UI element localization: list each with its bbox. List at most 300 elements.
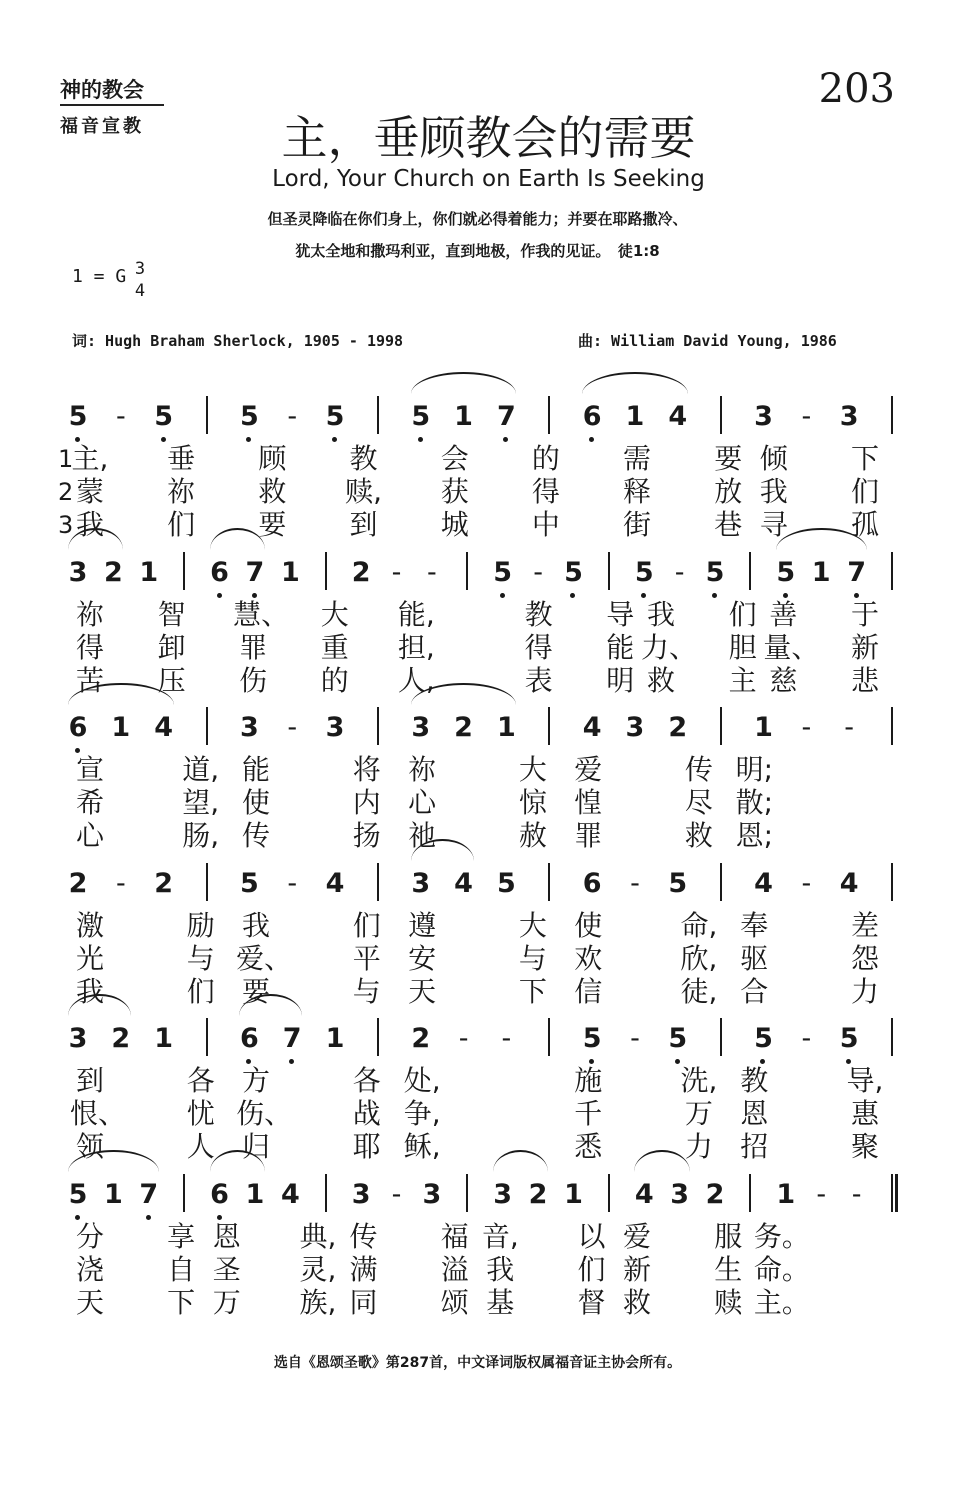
note: 5 [766,558,806,588]
lyric-syllable: 要 [714,442,743,475]
lyric-syllable: 方 [242,1064,271,1097]
note: 1 [625,401,645,432]
sustain-dash: - [630,1023,640,1054]
lyric-syllable: 到 [75,1064,104,1097]
lyric-syllable: 担, [397,631,435,664]
note: 1 [111,712,131,743]
note: 3 [754,401,773,432]
note: 4 [754,868,773,899]
lyric-syllable: 内 [352,786,381,819]
lyric-syllable: 救 [647,664,676,697]
note: 5 [829,1024,869,1054]
lyric-syllable: 祢 [408,753,437,786]
lyric-syllable: 爱 [574,753,603,786]
note: 3 [239,712,259,743]
lyric-syllable: 恩; [735,819,773,852]
lyric-syllable: 得 [531,475,560,508]
sustain-dash: - [287,712,298,743]
lyric-syllable: 我 [759,475,788,508]
lyric-syllable: 们 [352,909,381,942]
note: 5 [315,402,355,432]
lyric-syllable: 得 [524,631,553,664]
lyric-syllable: 徒, [680,975,718,1008]
note: 5 [497,868,516,899]
lyric-syllable: 力 [850,975,879,1008]
hymn-title: 主，垂顾教会的需要 [281,111,696,165]
sustain-dash: - [287,401,298,432]
barline [720,1018,722,1056]
note: 3 [625,712,645,743]
lyric-syllable: 力 [684,1130,713,1163]
note: 5 [658,1024,698,1054]
lyric-syllable: 奉 [740,909,769,942]
lyric-syllable: 命。 [753,1253,810,1286]
lyric-syllable: 使 [574,909,603,942]
lyric-syllable: 垂 [167,442,196,475]
lyric-line [0,909,955,943]
lyric-syllable: 能 [606,631,635,664]
note: 5 [553,558,593,588]
lyric-syllable: 们 [850,475,879,508]
barline [720,707,722,745]
sustain-dash: - [844,712,855,743]
lyric-syllable: 城 [440,508,469,541]
lyric-syllable: 族, [299,1286,337,1319]
note: 2 [103,557,123,588]
note: 5 [572,1024,612,1054]
lyric-syllable: 主。 [753,1286,810,1319]
lyric-syllable: 基 [486,1286,515,1319]
lyric-syllable: 善 [769,598,798,631]
note: 5 [239,868,259,899]
note: 5 [668,868,688,899]
sustain-dash: - [801,712,812,743]
note: 3 [670,1179,690,1210]
note: 6 [229,1024,269,1054]
lyric-syllable: 教 [740,1064,769,1097]
note: 1 [776,1179,796,1210]
note: 3 [351,1179,371,1210]
lyric-syllable: 要 [258,508,287,541]
lyric-syllable: 处, [403,1064,441,1097]
note: 1 [754,712,773,743]
barline [608,1174,610,1212]
lyric-syllable: 信 [574,975,603,1008]
lyric-syllable: 合 [740,975,769,1008]
note: 3 [839,401,859,432]
note: 5 [695,558,735,588]
lyric-syllable: 服 [714,1220,743,1253]
lyric-syllable: 祂 [408,819,437,852]
lyric-syllable: 力、 [641,631,698,664]
note: 2 [454,712,473,743]
sustain-dash: - [115,868,126,899]
lyric-syllable: 与 [186,942,215,975]
lyric-syllable: 导 [606,598,635,631]
lyric-syllable: 千 [574,1097,603,1130]
sustain-dash: - [427,557,437,588]
lyric-syllable: 的 [320,664,349,697]
lyric-syllable: 能, [397,598,435,631]
lyric-syllable: 心 [408,786,437,819]
note: 4 [668,401,688,432]
lyric-syllable: 各 [352,1064,381,1097]
note: 7 [272,1024,312,1054]
barline [891,863,893,901]
lyric-syllable: 归 [242,1130,271,1163]
lyric-syllable: 典, [299,1220,337,1253]
lyric-syllable: 灵, [299,1253,337,1286]
barline [183,552,185,590]
note: 1 [497,712,516,743]
lyric-syllable: 传 [684,753,713,786]
note: 1 [245,1179,265,1210]
lyric-syllable: 罪 [574,819,603,852]
lyric-syllable: 祢 [75,598,104,631]
verse-number: 3 [58,511,74,539]
barline [749,1174,751,1212]
lyric-syllable: 招 [740,1130,769,1163]
lyric-syllable: 巷 [714,508,743,541]
lyric-syllable: 大 [320,598,349,631]
note: 1 [325,1023,345,1054]
lyric-syllable: 务。 [753,1220,810,1253]
sustain-dash: - [287,868,298,899]
barline [377,863,379,901]
lyric-syllable: 我 [75,508,104,541]
lyric-syllable: 救 [684,819,713,852]
lyric-syllable: 下 [518,975,547,1008]
lyric-syllable: 光 [75,942,104,975]
lyric-syllable: 驱 [740,942,769,975]
barline [377,1018,379,1056]
note: 3 [422,1179,442,1210]
lyric-syllable: 街 [623,508,652,541]
lyric-syllable: 满 [349,1253,378,1286]
note: 3 [411,712,431,743]
lyric-line [0,753,955,787]
lyric-syllable: 赎 [714,1286,743,1319]
barline [548,396,550,434]
slur [582,372,688,394]
note: 2 [528,1179,548,1210]
note: 5 [58,1180,98,1210]
lyric-syllable: 传 [242,819,271,852]
barline [891,1018,893,1056]
lyric-line [0,598,955,632]
lyric-syllable: 散; [735,786,773,819]
lyric-syllable: 倾 [759,442,788,475]
note: 4 [454,868,473,899]
lyric-syllable: 慈 [769,664,798,697]
lyric-syllable: 音, [481,1220,519,1253]
lyric-syllable: 恨、 [70,1097,127,1130]
lyric-syllable: 主 [728,664,757,697]
lyric-syllable: 肠, [182,819,220,852]
barline [548,863,550,901]
lyric-syllable: 惠 [850,1097,879,1130]
scripture-line-1: 但圣灵降临在你们身上，你们就必得着能力；并要在耶路撒冷、 [267,210,688,228]
lyric-line [0,1097,955,1131]
lyric-syllable: 望, [182,786,220,819]
copyright-footer: 选自《恩颂圣歌》第287首，中文译词版权属福音证主协会所有。 [273,1355,682,1371]
barline [325,552,327,590]
lyric-syllable: 蒙 [75,475,104,508]
note: 4 [154,712,174,743]
sustain-dash: - [115,401,126,432]
note: 2 [705,1179,725,1210]
lyric-syllable: 励 [186,909,215,942]
barline [608,552,610,590]
lyric-syllable: 到 [349,508,378,541]
lyric-syllable: 与 [518,942,547,975]
lyric-line [0,1220,955,1254]
lyric-syllable: 明; [735,753,773,786]
lyric-syllable: 大 [518,753,547,786]
barline [548,1018,550,1056]
lyric-syllable: 差 [850,909,879,942]
lyric-syllable: 罪 [239,631,268,664]
lyric-syllable: 导, [846,1064,884,1097]
lyric-syllable: 道, [182,753,220,786]
barline [891,396,893,434]
lyric-syllable: 聚 [850,1130,879,1163]
lyric-syllable: 放 [714,475,743,508]
lyric-line [0,1253,955,1287]
lyric-syllable: 爱 [623,1220,652,1253]
sustain-dash: - [391,557,402,588]
lyric-line [0,975,955,1009]
note: 2 [411,1023,431,1054]
barline [891,707,893,745]
lyric-syllable: 我 [242,909,271,942]
lyric-syllable: 得 [75,631,104,664]
note: 4 [634,1179,654,1210]
lyric-syllable: 新 [623,1253,652,1286]
lyric-syllable: 大 [518,909,547,942]
lyric-syllable: 施 [574,1064,603,1097]
lyric-line [0,1286,955,1320]
time-signature-bottom: 4 [134,281,146,301]
note: 2 [111,1023,131,1054]
time-signature [132,258,148,302]
note: 2 [351,557,371,588]
lyric-syllable: 悉 [574,1130,603,1163]
lyric-syllable: 享 [167,1220,196,1253]
note: 5 [144,402,184,432]
note: 1 [280,557,300,588]
note: 3 [411,868,431,899]
sustain-dash: - [501,1023,512,1054]
lyric-syllable: 传 [349,1220,378,1253]
barline [466,552,468,590]
lyric-syllable: 伤 [239,664,268,697]
lyric-line [0,819,955,853]
lyric-syllable: 人, [397,664,435,697]
lyric-syllable: 释 [623,475,652,508]
note: 5 [229,402,269,432]
lyric-syllable: 稣, [403,1130,441,1163]
lyric-syllable: 命, [680,909,718,942]
lyric-syllable: 耶 [352,1130,381,1163]
lyric-line [0,786,955,820]
barline [466,1174,468,1212]
note: 3 [68,1023,88,1054]
note: 6 [200,558,240,588]
hymn-number: 203 [818,66,895,112]
lyric-syllable: 祢 [167,475,196,508]
lyric-syllable: 心 [75,819,104,852]
subcategory-label: 福音宣教 [60,116,144,137]
lyric-syllable: 需 [623,442,652,475]
note: 1 [564,1179,583,1210]
lyric-syllable: 生 [714,1253,743,1286]
barline [325,1174,327,1212]
barline [206,707,208,745]
note: 3 [68,557,88,588]
note: 6 [572,402,612,432]
composer-credit: 曲: William David Young, 1986 [578,332,837,350]
note: 2 [154,868,174,899]
lyric-syllable: 爱、 [236,942,293,975]
lyric-syllable: 于 [850,598,879,631]
lyric-syllable: 安 [408,942,437,975]
lyric-syllable: 以 [577,1220,606,1253]
time-signature-top: 3 [134,259,146,279]
barline [377,707,379,745]
lyric-syllable: 溢 [440,1253,469,1286]
note: 4 [280,1179,300,1210]
lyric-syllable: 明 [606,664,635,697]
sustain-dash: - [674,557,685,588]
sustain-dash: - [391,1179,402,1210]
lyric-syllable: 们 [167,508,196,541]
lyric-syllable: 尽 [684,786,713,819]
lyric-syllable: 救 [258,475,287,508]
lyric-syllable: 卸 [157,631,186,664]
lyric-syllable: 颂 [440,1286,469,1319]
lyric-syllable: 使 [242,786,271,819]
lyric-syllable: 争, [403,1097,441,1130]
lyric-syllable: 圣 [212,1253,241,1286]
barline [183,1174,185,1212]
sustain-dash: - [801,1023,812,1054]
lyric-syllable: 欣, [680,942,718,975]
lyric-syllable: 下 [167,1286,196,1319]
lyric-syllable: 忧 [186,1097,215,1130]
lyric-syllable: 各 [186,1064,215,1097]
lyric-syllable: 洗, [680,1064,718,1097]
lyric-syllable: 们 [728,598,757,631]
lyric-syllable: 赦 [518,819,547,852]
lyric-syllable: 寻 [759,508,788,541]
lyric-syllable: 救 [623,1286,652,1319]
lyric-syllable: 万 [212,1286,241,1319]
lyric-syllable: 我 [647,598,676,631]
note: 1 [154,1023,174,1054]
lyric-line [0,442,955,476]
lyric-syllable: 们 [186,975,215,1008]
lyric-syllable: 能 [242,753,271,786]
lyric-syllable: 恩 [740,1097,769,1130]
lyric-line [0,942,955,976]
lyric-syllable: 分 [75,1220,104,1253]
lyric-syllable: 我 [75,975,104,1008]
lyric-syllable: 慧、 [233,598,290,631]
note: 2 [68,868,88,899]
lyric-syllable: 们 [577,1253,606,1286]
slur [411,372,517,394]
note: 5 [483,558,523,588]
sustain-dash: - [458,1023,469,1054]
lyric-syllable: 孤 [850,508,879,541]
note: 1 [454,401,473,432]
lyric-syllable: 中 [531,508,560,541]
lyric-syllable: 天 [408,975,437,1008]
note: 3 [493,1179,513,1210]
lyric-syllable: 胆 [728,631,757,664]
sustain-dash: - [630,868,640,899]
final-barline [891,1174,898,1212]
lyric-syllable: 获 [440,475,469,508]
lyric-syllable: 督 [577,1286,606,1319]
lyric-syllable: 下 [850,442,879,475]
note: 1 [811,557,831,588]
lyric-syllable: 万 [684,1097,713,1130]
sustain-dash: - [801,401,812,432]
note: 6 [200,1180,240,1210]
lyric-line [0,475,955,509]
lyric-syllable: 欢 [574,942,603,975]
lyric-syllable: 扬 [352,819,381,852]
lyric-syllable: 的 [531,442,560,475]
lyric-syllable: 表 [524,664,553,697]
sustain-dash: - [851,1179,862,1210]
note: 4 [582,712,602,743]
note: 1 [139,557,159,588]
verse-number: 2 [58,478,74,506]
barline [720,863,722,901]
lyric-syllable: 惶 [574,786,603,819]
lyric-syllable: 量、 [763,631,820,664]
lyric-syllable: 新 [850,631,879,664]
lyric-syllable: 自 [167,1253,196,1286]
note: 5 [58,402,98,432]
note: 7 [837,558,877,588]
hymn-subtitle: Lord, Your Church on Earth Is Seeking [272,166,705,192]
verse-number: 1 [58,445,74,473]
lyric-syllable: 会 [440,442,469,475]
barline [720,396,722,434]
lyric-syllable: 我 [486,1253,515,1286]
lyric-syllable: 天 [75,1286,104,1319]
sustain-dash: - [801,868,812,899]
lyric-syllable: 将 [352,753,381,786]
lyric-syllable: 教 [524,598,553,631]
lyric-syllable: 主, [71,442,109,475]
note: 4 [325,868,345,899]
note: 6 [58,713,98,743]
note: 4 [839,868,859,899]
lyric-syllable: 战 [352,1097,381,1130]
lyric-syllable: 恩 [212,1220,241,1253]
lyric-syllable: 悲 [850,664,879,697]
barline [206,1018,208,1056]
barline [206,863,208,901]
lyric-syllable: 福 [440,1220,469,1253]
lyric-syllable: 赎, [345,475,382,508]
lyric-syllable: 浇 [75,1253,104,1286]
